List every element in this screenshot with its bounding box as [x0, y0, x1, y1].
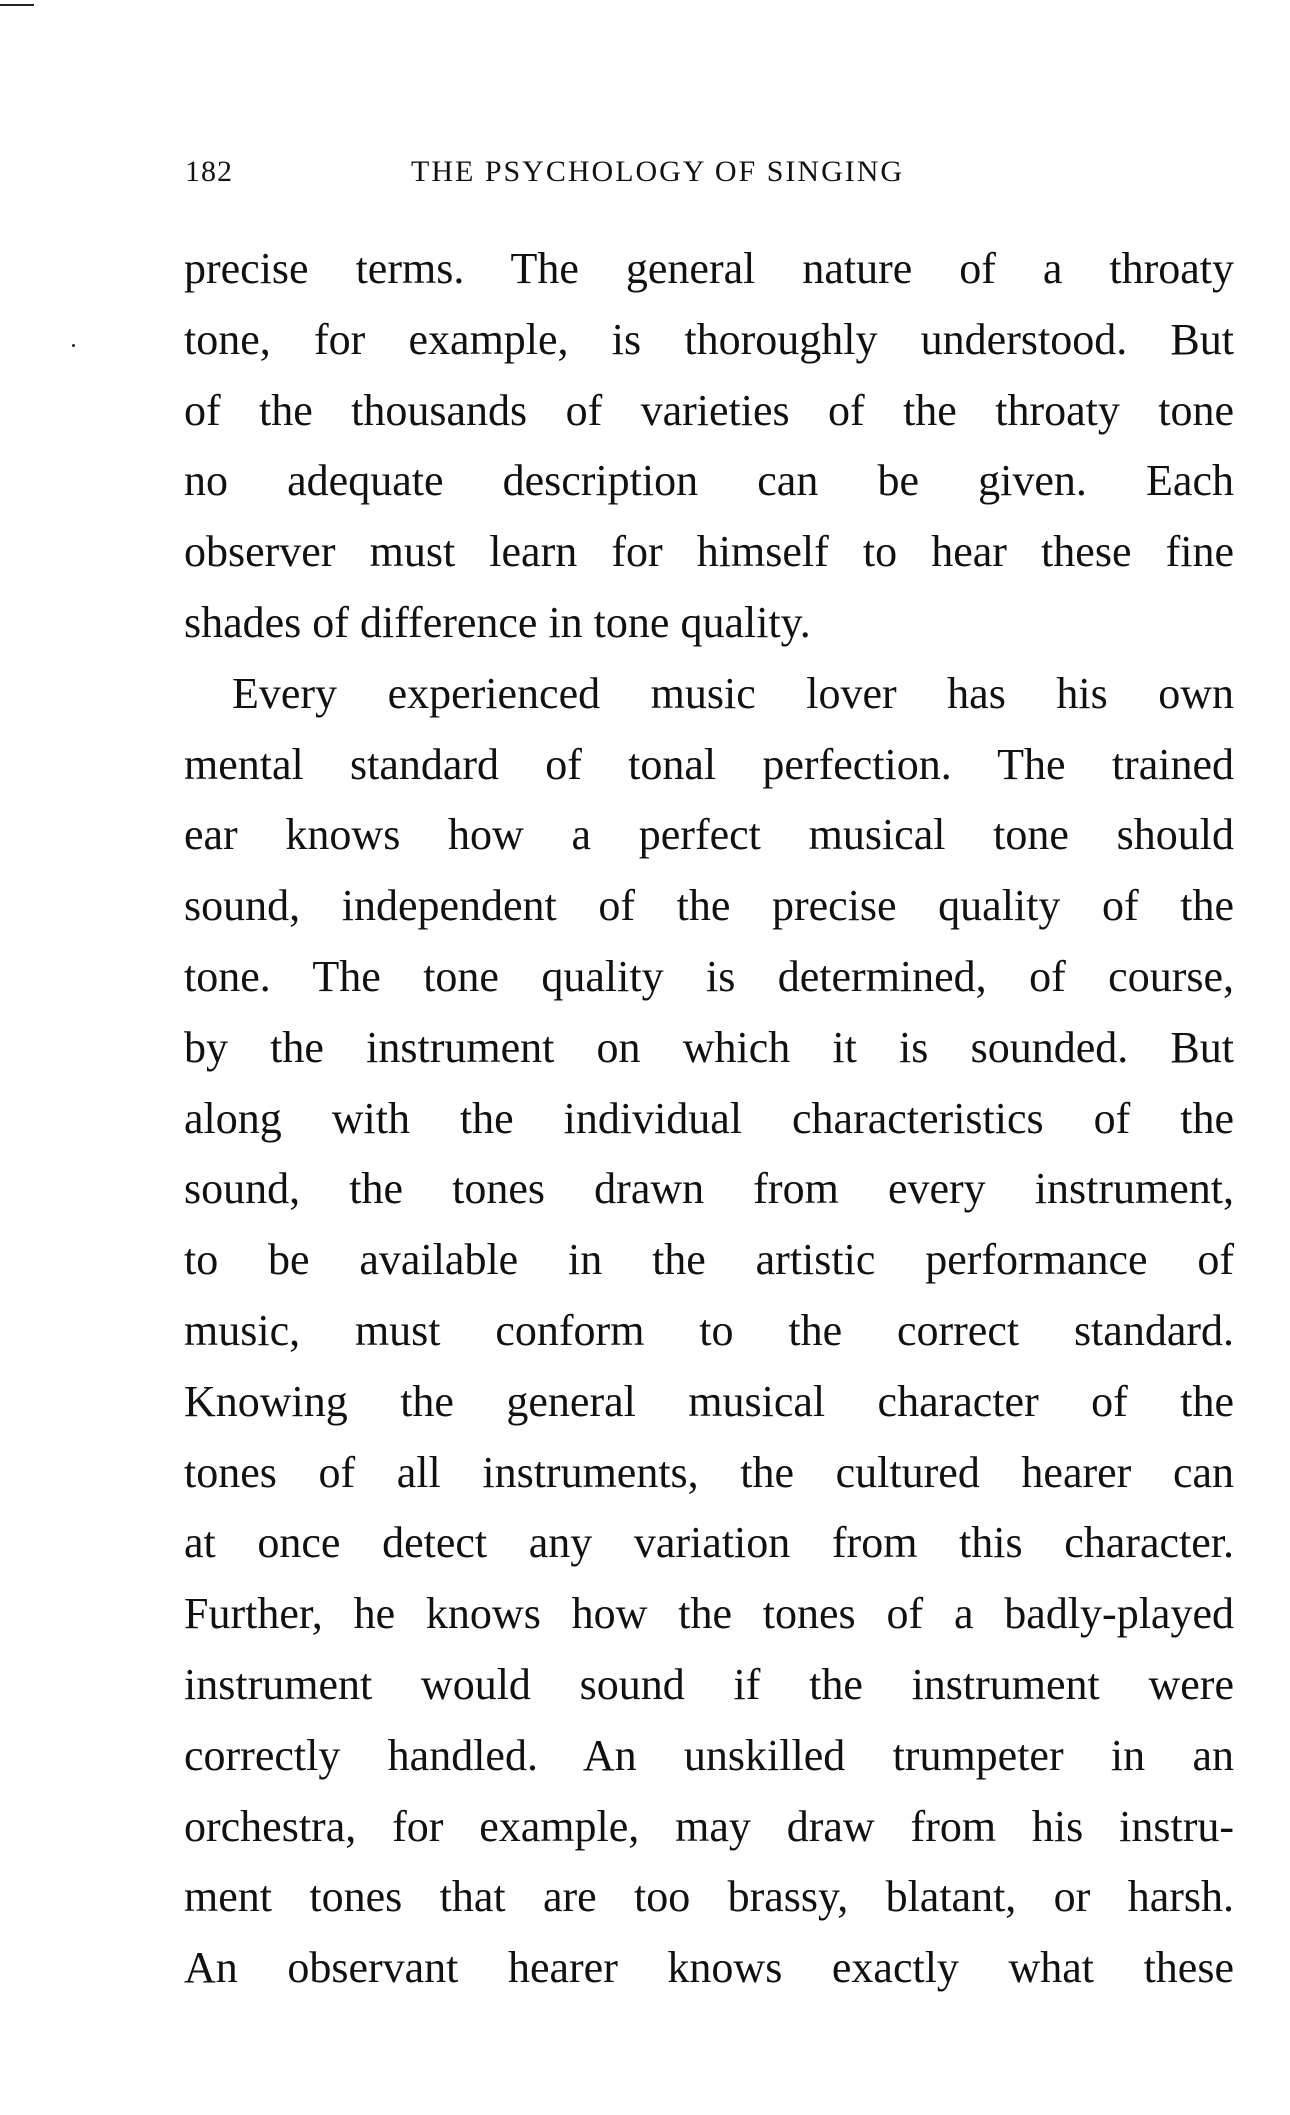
text-line: mental standard of tonal perfection. The trained — [184, 739, 1234, 789]
text-line: sound, independent of the precise quality of the — [184, 881, 1234, 931]
text-line: by the instrument on which it is sounded. But — [184, 1022, 1234, 1072]
text-line: Every experienced music lover has his own — [232, 668, 1234, 718]
text-line: shades of difference in tone quality. — [184, 597, 811, 647]
text-line: of the thousands of varieties of the throaty tone — [184, 385, 1234, 435]
paragraph-2 — [184, 659, 1234, 2004]
text-line: no adequate description can be given. Each — [184, 456, 1234, 506]
running-header — [185, 155, 1235, 195]
text-line: tones of all instruments, the cultured hearer can — [184, 1447, 1234, 1497]
text-line: tone. The tone quality is determined, of course, — [184, 951, 1234, 1001]
text-line: to be available in the artistic performance of — [184, 1235, 1234, 1285]
text-line: Knowing the general musical character of the — [184, 1376, 1234, 1426]
text-line: along with the individual characteristics of the — [184, 1093, 1234, 1143]
page-body — [184, 234, 1234, 2004]
text-line: Further, he knows how the tones of a badly-played — [184, 1589, 1234, 1639]
scan-edge-mark — [0, 4, 34, 6]
text-line: at once detect any variation from this character. — [184, 1518, 1234, 1568]
running-title: THE PSYCHOLOGY OF SINGING — [411, 155, 905, 188]
text-line: instrument would sound if the instrument were — [184, 1659, 1234, 1709]
text-line: sound, the tones drawn from every instrument, — [184, 1164, 1234, 1214]
scan-speck — [72, 344, 75, 347]
page-number: 182 — [185, 155, 233, 188]
text-line: correctly handled. An unskilled trumpeter in an — [184, 1730, 1234, 1780]
paragraph-1 — [184, 234, 1234, 659]
text-line: ment tones that are too brassy, blatant, or harsh. — [184, 1872, 1234, 1922]
text-line: orchestra, for example, may draw from his instru- — [184, 1801, 1234, 1851]
text-line: precise terms. The general nature of a throaty — [184, 244, 1234, 293]
text-line: tone, for example, is thoroughly understood. But — [184, 314, 1234, 364]
text-line: observer must learn for himself to hear these fine — [184, 527, 1234, 577]
text-line: An observant hearer knows exactly what these — [184, 1943, 1234, 1993]
text-line: ear knows how a perfect musical tone should — [184, 810, 1234, 860]
text-line: music, must conform to the correct standard. — [184, 1305, 1234, 1355]
